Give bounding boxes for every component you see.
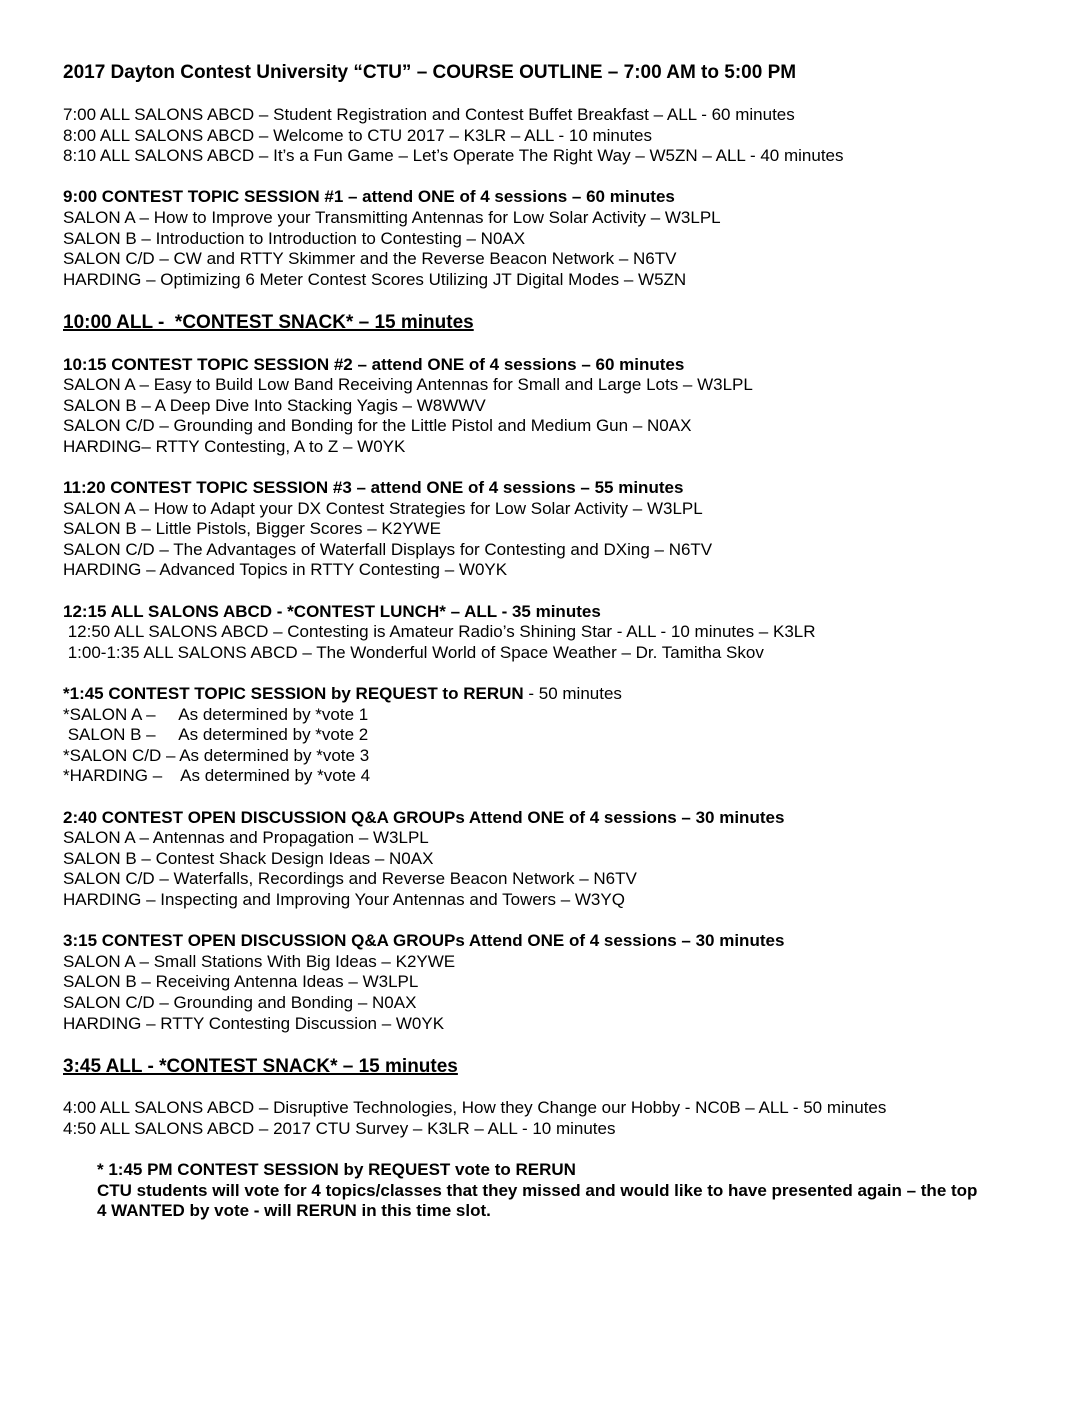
line-text: 11:20 CONTEST TOPIC SESSION #3 – attend ONE of 4 sessions – 55 minutes bbox=[63, 478, 684, 498]
document-line bbox=[63, 622, 1048, 643]
document-line bbox=[63, 105, 1048, 126]
document-line bbox=[63, 1055, 1048, 1078]
document-line bbox=[63, 1119, 1048, 1140]
line-text: *SALON C/D – As determined by *vote 3 bbox=[63, 745, 370, 765]
document-line bbox=[63, 1014, 1048, 1035]
line-text: *1:45 CONTEST TOPIC SESSION by REQUEST to RERUN bbox=[63, 684, 524, 704]
document-line bbox=[63, 684, 1048, 705]
document-line bbox=[63, 869, 1048, 890]
document-line bbox=[63, 643, 1048, 664]
document-line bbox=[97, 1181, 1048, 1202]
document-line bbox=[63, 560, 1048, 581]
line-text: SALON B – Little Pistols, Bigger Scores – K2YWE bbox=[63, 519, 441, 539]
block-rerun-footnote bbox=[63, 1160, 1048, 1222]
line-text: *HARDING – As determined by *vote 4 bbox=[63, 766, 371, 786]
document-line bbox=[63, 972, 1048, 993]
block-opening-sessions bbox=[63, 105, 1048, 167]
line-text: 4:00 ALL SALONS ABCD – Disruptive Technologies, How they Change our Hobby - NC0B – ALL - 50 minutes bbox=[63, 1098, 887, 1118]
line-text: *SALON A – As determined by *vote 1 bbox=[63, 704, 369, 724]
line-text: 8:00 ALL SALONS ABCD – Welcome to CTU 2017 – K3LR – ALL - 10 minutes bbox=[63, 125, 653, 145]
line-text: 12:15 ALL SALONS ABCD - *CONTEST LUNCH* – ALL - 35 minutes bbox=[63, 601, 601, 621]
line-text: 4:50 ALL SALONS ABCD – 2017 CTU Survey – K3LR – ALL - 10 minutes bbox=[63, 1118, 616, 1138]
line-text: SALON B – Introduction to Introduction to Contesting – N0AX bbox=[63, 228, 526, 248]
block-lunch-sessions bbox=[63, 602, 1048, 664]
line-text: 3:15 CONTEST OPEN DISCUSSION Q&A GROUPs Attend ONE of 4 sessions – 30 minutes bbox=[63, 931, 785, 951]
line-text: HARDING – Optimizing 6 Meter Contest Scores Utilizing JT Digital Modes – W5ZN bbox=[63, 269, 687, 289]
block-topic-session-3 bbox=[63, 478, 1048, 581]
document-line bbox=[63, 437, 1048, 458]
document-line bbox=[63, 126, 1048, 147]
line-text: 8:10 ALL SALONS ABCD – It’s a Fun Game – Let’s Operate The Right Way – W5ZN – ALL - 40 minutes bbox=[63, 146, 844, 166]
line-text: 2:40 CONTEST OPEN DISCUSSION Q&A GROUPs Attend ONE of 4 sessions – 30 minutes bbox=[63, 807, 785, 827]
document-body bbox=[63, 105, 1048, 1222]
line-text: SALON B – A Deep Dive Into Stacking Yagis – W8WWV bbox=[63, 395, 486, 415]
document-line bbox=[63, 187, 1048, 208]
document-line bbox=[63, 355, 1048, 376]
block-snack-break-2 bbox=[63, 1055, 1048, 1078]
document-line bbox=[63, 416, 1048, 437]
line-text: SALON B – Contest Shack Design Ideas – N0AX bbox=[63, 848, 434, 868]
document-line bbox=[63, 208, 1048, 229]
line-text: 12:50 ALL SALONS ABCD – Contesting is Amateur Radio’s Shining Star - ALL - 10 minutes – K3LR bbox=[63, 622, 816, 642]
line-text: SALON C/D – Waterfalls, Recordings and Reverse Beacon Network – N6TV bbox=[63, 869, 637, 889]
document-line bbox=[63, 746, 1048, 767]
line-text: HARDING – Inspecting and Improving Your Antennas and Towers – W3YQ bbox=[63, 889, 625, 909]
document-line bbox=[63, 396, 1048, 417]
block-rerun-session bbox=[63, 684, 1048, 787]
document-line bbox=[63, 849, 1048, 870]
document-line bbox=[63, 705, 1048, 726]
document-line bbox=[63, 602, 1048, 623]
line-text: SALON C/D – Grounding and Bonding – N0AX bbox=[63, 992, 417, 1012]
document-line bbox=[63, 766, 1048, 787]
line-text: SALON A – Antennas and Propagation – W3LPL bbox=[63, 828, 429, 848]
line-text: HARDING – Advanced Topics in RTTY Contesting – W0YK bbox=[63, 560, 508, 580]
document-line bbox=[63, 270, 1048, 291]
line-text: SALON B – Receiving Antenna Ideas – W3LPL bbox=[63, 972, 419, 992]
document-line bbox=[63, 229, 1048, 250]
block-snack-break-1 bbox=[63, 311, 1048, 334]
block-topic-session-1 bbox=[63, 187, 1048, 290]
line-text: 3:45 ALL - *CONTEST SNACK* – 15 minutes bbox=[63, 1055, 458, 1077]
document-line bbox=[63, 993, 1048, 1014]
document-line bbox=[63, 828, 1048, 849]
line-text-regular-suffix: - 50 minutes bbox=[523, 684, 622, 704]
line-text: SALON A – How to Improve your Transmitting Antennas for Low Solar Activity – W3LPL bbox=[63, 207, 721, 227]
line-text: * 1:45 PM CONTEST SESSION by REQUEST vote to RERUN bbox=[97, 1160, 576, 1180]
line-text: SALON C/D – CW and RTTY Skimmer and the Reverse Beacon Network – N6TV bbox=[63, 249, 677, 269]
document-line bbox=[63, 1098, 1048, 1119]
document-line bbox=[63, 249, 1048, 270]
page-title: 2017 Dayton Contest University “CTU” – COURSE OUTLINE – 7:00 AM to 5:00 PM bbox=[63, 62, 797, 83]
document-line bbox=[63, 808, 1048, 829]
document-line bbox=[97, 1160, 1048, 1181]
document-line bbox=[63, 478, 1048, 499]
document-line bbox=[63, 499, 1048, 520]
document-line bbox=[63, 519, 1048, 540]
document-line bbox=[63, 890, 1048, 911]
block-closing-sessions bbox=[63, 1098, 1048, 1139]
block-qa-session-2 bbox=[63, 931, 1048, 1034]
block-qa-session-1 bbox=[63, 808, 1048, 911]
document-line bbox=[63, 375, 1048, 396]
document-line bbox=[63, 725, 1048, 746]
document-line bbox=[63, 952, 1048, 973]
block-topic-session-2 bbox=[63, 355, 1048, 458]
document-line bbox=[97, 1201, 1048, 1222]
line-text: SALON A – Small Stations With Big Ideas – K2YWE bbox=[63, 951, 456, 971]
line-text: HARDING – RTTY Contesting Discussion – W0YK bbox=[63, 1013, 445, 1033]
document-line bbox=[63, 146, 1048, 167]
line-text: 4 WANTED by vote - will RERUN in this time slot. bbox=[97, 1201, 491, 1221]
line-text: SALON A – How to Adapt your DX Contest Strategies for Low Solar Activity – W3LPL bbox=[63, 498, 703, 518]
line-text: HARDING– RTTY Contesting, A to Z – W0YK bbox=[63, 436, 406, 456]
line-text: 7:00 ALL SALONS ABCD – Student Registration and Contest Buffet Breakfast – ALL - 60 minutes bbox=[63, 105, 795, 124]
document-line bbox=[63, 540, 1048, 561]
line-text: 9:00 CONTEST TOPIC SESSION #1 – attend ONE of 4 sessions – 60 minutes bbox=[63, 187, 675, 207]
line-text: SALON C/D – Grounding and Bonding for the Little Pistol and Medium Gun – N0AX bbox=[63, 416, 692, 436]
line-text: 1:00-1:35 ALL SALONS ABCD – The Wonderful World of Space Weather – Dr. Tamitha Skov bbox=[63, 642, 764, 662]
line-text: SALON B – As determined by *vote 2 bbox=[63, 725, 369, 745]
line-text: 10:00 ALL - *CONTEST SNACK* – 15 minutes bbox=[63, 311, 474, 333]
document-line bbox=[63, 931, 1048, 952]
line-text: 10:15 CONTEST TOPIC SESSION #2 – attend ONE of 4 sessions – 60 minutes bbox=[63, 354, 685, 374]
line-text: SALON C/D – The Advantages of Waterfall Displays for Contesting and DXing – N6TV bbox=[63, 539, 713, 559]
line-text: SALON A – Easy to Build Low Band Receiving Antennas for Small and Large Lots – W3LPL bbox=[63, 375, 753, 395]
document-line bbox=[63, 311, 1048, 334]
line-text: CTU students will vote for 4 topics/classes that they missed and would like to have presented again – the top bbox=[97, 1180, 978, 1200]
